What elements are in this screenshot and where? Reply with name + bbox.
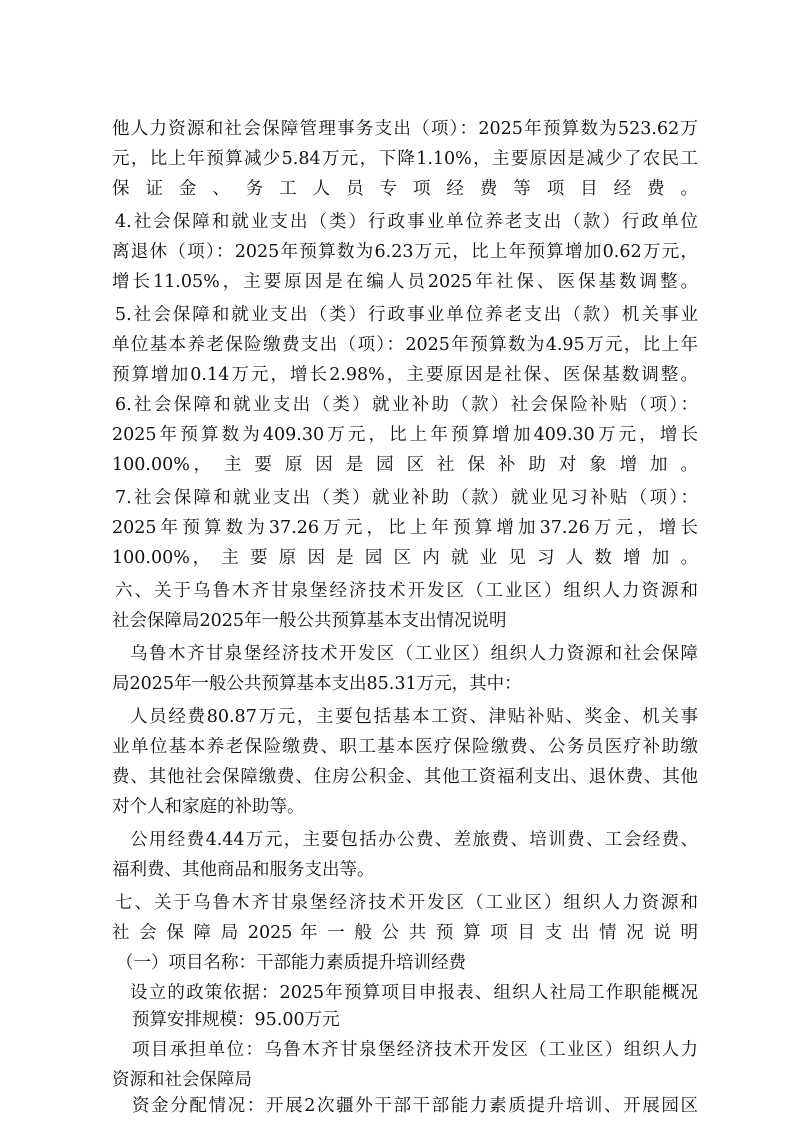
text-line: 预算增加0.14万元，增长2.98%，主要原因是社保、医保基数调整。 (112, 365, 698, 385)
text-line: 4.社会保障和就业支出（类）行政事业单位养老支出（款）行政单位 (115, 212, 698, 232)
text-line: 设立的政策依据：2025年预算项目申报表、组织人社局工作职能概况 (130, 983, 698, 1003)
text-line: 业单位基本养老保险缴费、职工基本医疗保险缴费、公务员医疗补助缴 (112, 737, 698, 757)
text-line: 福利费、其他商品和服务支出等。 (112, 860, 375, 880)
text-line: 5.社会保障和就业支出（类）行政事业单位养老支出（款）机关事业 (115, 305, 698, 325)
text-line: 公用经费4.44万元，主要包括办公费、差旅费、培训费、工会经费、 (130, 830, 698, 850)
text-line: 单位基本养老保险缴费支出（项）：2025年预算数为4.95万元，比上年 (112, 335, 698, 355)
text-line: 2025年预算数为37.26万元，比上年预算增加37.26万元，增长 (112, 518, 698, 538)
section-heading: 社会保障局2025年一般公共预算基本支出情况说明 (112, 611, 507, 631)
text-line: 资源和社会保障局 (112, 1070, 252, 1090)
text-line: 项目承担单位：乌鲁木齐甘泉堡经济技术开发区（工业区）组织人力 (132, 1040, 698, 1060)
text-line: 局2025年一般公共预算基本支出85.31万元，其中： (112, 674, 522, 694)
text-line: 资金分配情况：开展2次疆外干部干部能力素质提升培训、开展园区 (132, 1096, 698, 1116)
text-line: 7.社会保障和就业支出（类）就业补助（款）就业见习补贴（项）： (115, 488, 698, 508)
text-line: 预算安排规模：95.00万元 (132, 1010, 340, 1030)
text-line: 增长11.05%，主要原因是在编人员2025年社保、医保基数调整。 (112, 272, 698, 292)
text-line: 费、其他社会保障缴费、住房公积金、其他工资福利支出、退休费、其他 (112, 767, 698, 787)
text-line: 乌鲁木齐甘泉堡经济技术开发区（工业区）组织人力资源和社会保障 (130, 644, 698, 664)
text-line: 保 证 金 、 务 工 人 员 专 项 经 费 等 项 目 经 费 。 (112, 179, 698, 199)
section-heading: 六、关于乌鲁木齐甘泉堡经济技术开发区（工业区）组织人力资源和 (115, 581, 698, 601)
text-line: 对个人和家庭的补助等。 (112, 797, 305, 817)
text-line: 人员经费80.87万元，主要包括基本工资、津贴补贴、奖金、机关事 (130, 707, 698, 727)
section-heading: 社 会 保 障 局 2025 年 一 般 公 共 预 算 项 目 支 出 情 况 说 明 (112, 923, 698, 943)
text-line: 100.00%， 主 要 原 因 是 园 区 社 保 补 助 对 象 增 加 。 (112, 455, 698, 475)
text-line: 6.社会保障和就业支出（类）就业补助（款）社会保险补贴（项）： (115, 395, 698, 415)
text-line: 他人力资源和社会保障管理事务支出（项）：2025年预算数为523.62万 (112, 119, 698, 139)
text-line: 2025年预算数为409.30万元，比上年预算增加409.30万元，增长 (112, 425, 698, 445)
text-line: 100.00%， 主 要 原 因 是 园 区 内 就 业 见 习 人 数 增 加 。 (112, 548, 698, 568)
text-line: 元，比上年预算减少5.84万元，下降1.10%，主要原因是减少了农民工 (112, 149, 698, 169)
text-line: 离退休（项）：2025年预算数为6.23万元，比上年预算增加0.62万元， (112, 242, 698, 262)
item-heading: （一）项目名称：干部能力素质提升培训经费 (116, 953, 466, 973)
section-heading: 七、关于乌鲁木齐甘泉堡经济技术开发区（工业区）组织人力资源和 (115, 893, 698, 913)
